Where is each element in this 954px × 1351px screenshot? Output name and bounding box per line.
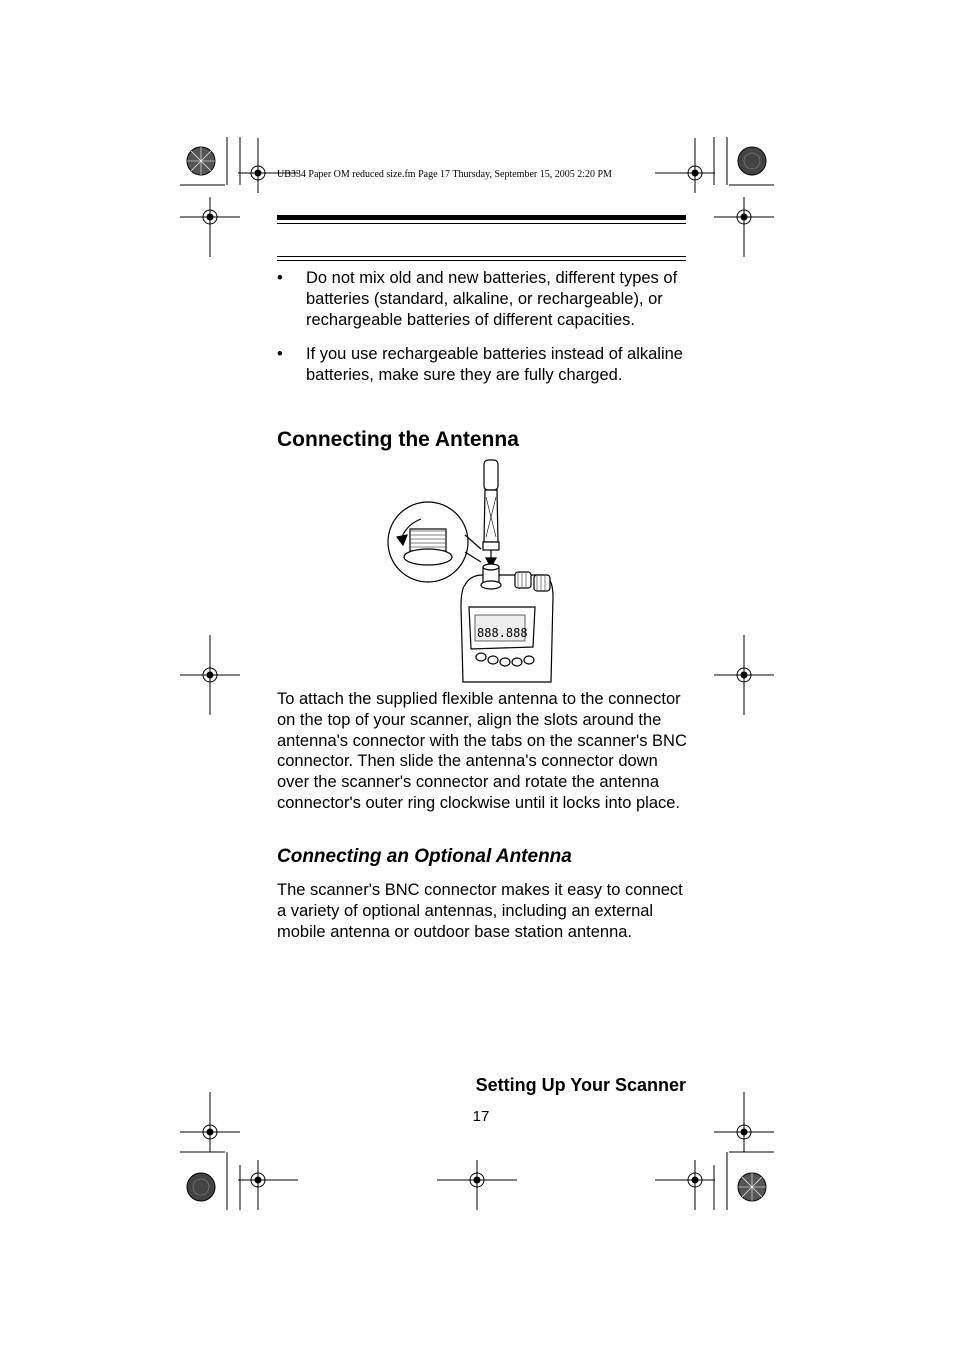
section-heading: Connecting the Antenna — [277, 428, 519, 451]
footer-chapter-title: Setting Up Your Scanner — [475, 1075, 686, 1095]
bullet-item — [277, 344, 687, 386]
subsection-heading: Connecting an Optional Antenna — [277, 846, 572, 867]
bullet-text: Do not mix old and new batteries, different types of batteries (standard, alkaline, or rechargeable), or rechargeable batteries of different capacities. — [306, 269, 678, 329]
file-slug: UB334 Paper OM reduced size.fm Page 17 Thursday, September 15, 2005 2:20 PM — [277, 169, 612, 180]
section-body: To attach the supplied flexible antenna to the connector on the top of your scanner, align the slots around the antenna's connector with the tabs on the scanner's BNC connector. Then slide the antenna's connector down over the scanner's connector and rotate the antenna connector's outer ring clockwise until it locks into place. — [277, 690, 687, 812]
scanner-antenna-illustration — [385, 457, 560, 685]
bullet-text: If you use rechargeable batteries instead of alkaline batteries, make sure they are fully charged. — [306, 345, 683, 384]
header-rule-thin — [277, 256, 686, 257]
svg-text:888.888: 888.888 — [477, 626, 528, 640]
bullet-marker: • — [277, 345, 283, 363]
page-number: 17 — [472, 1108, 490, 1125]
bullet-item — [277, 268, 687, 331]
header-rule-thick — [277, 215, 686, 220]
header-rule-thin — [277, 223, 686, 224]
subsection-body: The scanner's BNC connector makes it easy to connect a variety of optional antennas, including an external mobile antenna or outdoor base station antenna. — [277, 881, 683, 941]
bullet-marker: • — [277, 269, 283, 287]
header-rule-thin — [277, 260, 686, 261]
